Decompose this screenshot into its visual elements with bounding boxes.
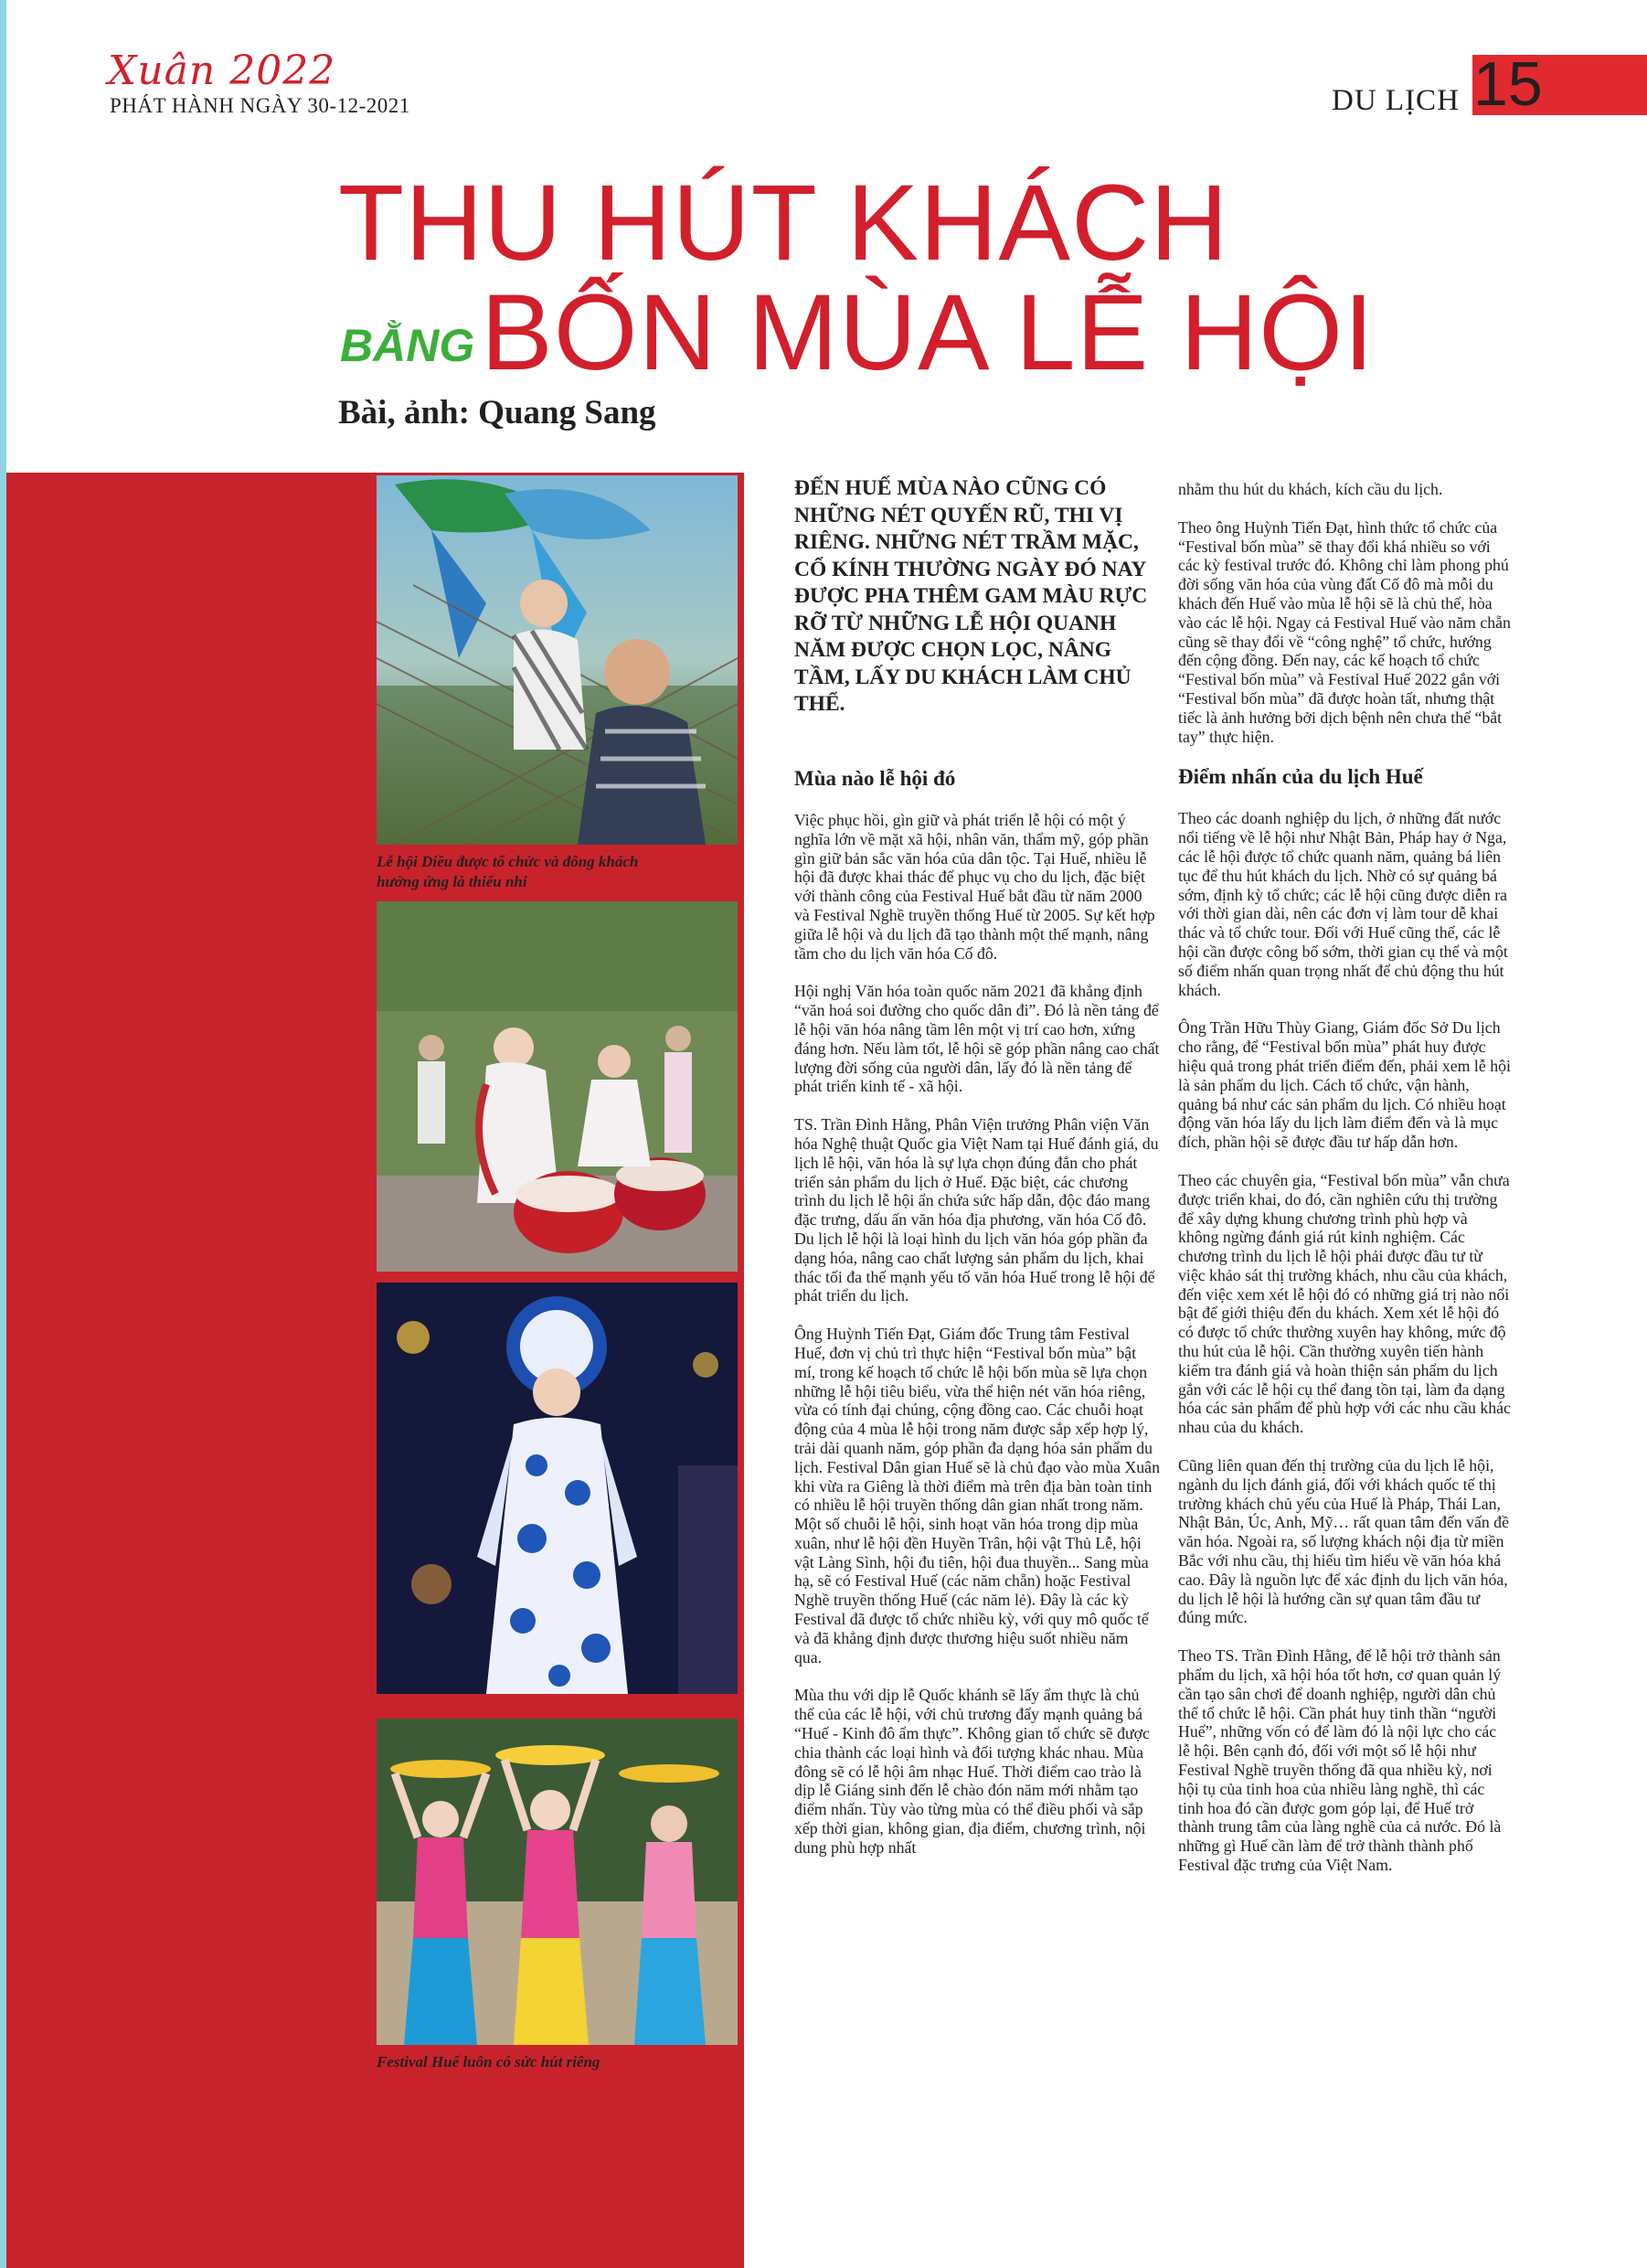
paragraph: Ông Trần Hữu Thùy Giang, Giám đốc Sở Du lịch cho rằng, để “Festival bốn mùa” phát huy được hiệu quả trong phát triển điểm đến, phải xem lễ hội là sản phẩm du lịch. Cách tổ chức, vận hành, quảng bá như các sản phẩm du lịch. Có nhiều hoạt động văn hóa lấy du lịch làm điểm đến và là mục đích, phần hội sẽ được đầu tư hấp dẫn hơn. — [1178, 1018, 1511, 1152]
photo-drum-performers — [377, 901, 738, 1272]
headline-line-2: BỐN MÙA LỄ HỘI — [481, 272, 1375, 393]
paragraph: Việc phục hồi, gìn giữ và phát triển lễ hội có một ý nghĩa lớn về mặt xã hội, nhân văn, thẩm mỹ, góp phần gìn giữ bản sắc văn hóa của dân tộc. Tại Huế, nhiều lễ hội đã được khai thác để phục vụ cho du lịch, đặc biệt với thành công của Festival Huế bắt đầu từ năm 2000 và Festival Nghề truyền thống Huế từ 2005. Sự kết hợp giữa lễ hội và du lịch đã tạo thành một thế mạnh, nâng tầm cho du lịch văn hóa Cố đô. — [794, 811, 1155, 963]
photo-ao-dai-model — [377, 1283, 738, 1694]
paragraph: Hội nghị Văn hóa toàn quốc năm 2021 đã khẳng định “văn hoá soi đường cho quốc dân đi”. Đó là nền tảng để lễ hội văn hóa nâng tầm lên một vị trí cao hơn, xứng đáng hơn. Nếu làm tốt, lễ hội sẽ góp phần nâng cao chất lượng đời sống của người dân, lấy đó là nền tảng để phát triển kinh tế - xã hội. — [794, 982, 1160, 1096]
headline-line-1: THU HÚT KHÁCH — [338, 163, 1229, 283]
article-column-1 — [794, 767, 1160, 1877]
photo-festival-hue — [377, 1719, 738, 2045]
paragraph: Mùa thu với dịp lễ Quốc khánh sẽ lấy ẩm thực là chủ thể của các lễ hội, với chủ trương đẩy mạnh quảng bá “Huế - Kinh đô ẩm thực”. Không gian tổ chức sẽ được chia thành các loại hình và đối tượng khác nhau. Mùa đông sẽ có lễ hội âm nhạc Huế. Thời điểm cao trào là dịp lễ Giáng sinh đến lễ chào đón năm mới nhằm tạo điểm nhấn. Tùy vào từng mùa có thể điều phối và sắp xếp thời gian, không gian, địa điểm, chương trình, nội dung phù hợp nhất — [794, 1686, 1150, 1857]
paragraph: Theo các doanh nghiệp du lịch, ở những đất nước nổi tiếng về lễ hội như Nhật Bản, Pháp hay ở Nga, các lễ hội được tổ chức quanh năm, quảng bá liên tục để thu hút khách du lịch. Nhờ có sự quảng bá sớm, định kỳ tổ chức; các lễ hội cũng được diễn ra với thời gian dài, nên các đơn vị làm tour dễ khai thác và tổ chức tour. Đối với Huế cũng thế, các lễ hội cần được công bố sớm, thời gian cụ thể và một số điểm nhấn quan trọng nhất để chủ động thu hút khách. — [1178, 809, 1508, 999]
issue-title: Xuân 2022 — [108, 48, 336, 94]
photo-kite-festival — [377, 475, 738, 845]
subheading-diem-nhan: Điểm nhấn của du lịch Huế — [1178, 765, 1423, 789]
caption-kite-festival: Lễ hội Diều được tổ chức và đông khách hưởng ứng là thiếu nhi — [377, 853, 639, 890]
paragraph: Theo TS. Trần Đình Hằng, để lễ hội trở thành sản phẩm du lịch, xã hội hóa tốt hơn, cơ quan quản lý cần tạo sân chơi để doanh nghiệp, người dân chủ thể tổ chức lễ hội. Cần phát huy tinh thần “người Huế”, những vốn có để làm đó là nội lực cho các lễ hội. Bên cạnh đó, đối với một số lễ hội như Festival Nghề truyền thống đã qua nhiều kỳ, nơi hội tụ của tinh hoa của nhiều làng nghề, thì các tinh hoa đó cần được gom góp lại, để Huế trở thành trung tâm của làng nghề của cả nước. Đó là những gì Huế cần làm để trở thành thành phố Festival đặc trưng của Việt Nam. — [1178, 1646, 1502, 1874]
section-label: DU LỊCH — [1332, 84, 1460, 117]
paragraph: Cũng liên quan đến thị trường của du lịch lễ hội, ngành du lịch đánh giá, đối với khách quốc tế thị trường khách chủ yếu của Huế là Pháp, Thái Lan, Nhật Bản, Úc, Anh, Mỹ… rất quan tâm đến vấn đề văn hóa. Ngoài ra, số lượng khách nội địa từ miền Bắc với nhu cầu, thị hiếu tìm hiểu về văn hóa khá cao. Đây là nguồn lực để xác định du lịch văn hóa, du lịch lễ hội là hướng cần sự quan tâm đầu tư đúng mức. — [1178, 1456, 1509, 1627]
caption-festival-hue: Festival Huế luôn có sức hút riêng — [377, 2053, 600, 2071]
byline: Bài, ảnh: Quang Sang — [338, 394, 656, 431]
page-edge-stripe — [0, 0, 6, 2268]
paragraph: nhằm thu hút du khách, kích cầu du lịch. — [1178, 480, 1443, 498]
subheading-mua-nao-le-hoi-do: Mùa nào lễ hội đó — [794, 767, 956, 790]
paragraph: Ông Huỳnh Tiến Đạt, Giám đốc Trung tâm Festival Huế, đơn vị chủ trì thực hiện “Festival bốn mùa” bật mí, trong kế hoạch tổ chức lễ hội bốn mùa sẽ lựa chọn những lễ hội tiêu biểu, vừa thể hiện nét văn hóa riêng, vừa có tính đại chúng, cộng đồng cao. Các chuỗi hoạt động của 4 mùa lễ hội trong năm được sắp xếp hợp lý, trải dài quanh năm, góp phần đa dạng hóa sản phẩm du lịch. Festival Dân gian Huế sẽ là chủ đạo vào mùa Xuân khi vừa ra Giêng là thời điểm mà trên địa bàn toàn tỉnh có nhiều lễ hội truyền thống dân gian nhất trong năm. Một số chuỗi lễ hội, sinh hoạt văn hóa trong dịp mùa xuân, như lễ hội đền Huyền Trân, hội vật Thủ Lễ, hội vật Làng Sình, hội đu tiên, hội đua thuyền... Sang mùa hạ, sẽ có Festival Huế (các năm chẵn) hoặc Festival Nghề truyền thống Huế (các năm lẻ). Đây là các kỳ Festival đã được tổ chức nhiều kỳ, với quy mô quốc tế và đã khẳng định được thương hiệu suốt nhiều năm qua. — [794, 1325, 1160, 1666]
paragraph: TS. Trần Đình Hằng, Phân Viện trưởng Phân viện Văn hóa Nghệ thuật Quốc gia Việt Nam tại Huế đánh giá, du lịch lễ hội, văn hóa là sự lựa chọn đúng đắn cho phát triển sản phẩm du lịch ở Huế. Đặc biệt, các chương trình du lịch lễ hội ẩn chứa sức hấp dẫn, độc đáo mang đặc trưng, dấu ấn văn hóa địa phương, văn hóa Cố đô. Du lịch lễ hội là loại hình du lịch văn hóa góp phần đa dạng hóa, nâng cao chất lượng sản phẩm du lịch, khai thác tối đa thế mạnh yếu tố văn hóa Huế trong lễ hội để phát triển du lịch. — [794, 1115, 1159, 1305]
article-column-2 — [1178, 480, 1512, 1894]
page-number: 15 — [1473, 49, 1543, 119]
paragraph: Theo các chuyên gia, “Festival bốn mùa” vẫn chưa được triển khai, do đó, cần nghiên cứu thị trường để xây dựng khung chương trình phù hợp và không ngừng đánh giá rút kinh nghiệm. Các chương trình du lịch lễ hội phải được đầu tư từ việc khảo sát thị trường khách, nhu cầu của khách, đến việc xem xét lễ hội đó có những giá trị nào nổi bật để giới thiệu đến du khách. Xem xét lễ hội đó có được tổ chức thường xuyên hay không, mức độ thu hút của lễ hội. Cần thường xuyên tiến hành kiểm tra đánh giá và hoàn thiện sản phẩm du lịch gắn với các lễ hội cụ thể đang tồn tại, làm đa dạng hóa các sản phẩm để phù hợp với các nhu cầu khác nhau của du khách. — [1178, 1170, 1511, 1437]
release-date: PHÁT HÀNH NGÀY 30-12-2021 — [110, 94, 410, 117]
paragraph: Theo ông Huỳnh Tiến Đạt, hình thức tổ chức của “Festival bốn mùa” sẽ thay đổi khá nhiều so với các kỳ festival trước đó. Không chỉ làm phong phú đời sống văn hóa của vùng đất Cố đô mà mỗi du khách đến Huế vào mùa lễ hội sẽ là chủ thể, hòa vào các lễ hội. Ngay cả Festival Huế vào năm chẵn cũng sẽ thay đổi về “công nghệ” tổ chức, hướng đến cộng đồng. Đến nay, các kế hoạch tổ chức “Festival bốn mùa” và Festival Huế 2022 gắn với “Festival bốn mùa” đã được hoàn tất, nhưng thật tiếc là ảnh hưởng bởi dịch bệnh nên chưa thể “bắt tay” thực hiện. — [1178, 517, 1511, 746]
lead-paragraph: ĐẾN HUẾ MÙA NÀO CŨNG CÓ NHỮNG NÉT QUYẾN RŨ, THI VỊ RIÊNG. NHỮNG NÉT TRẦM MẶC, CỔ KÍNH THƯỜNG NGÀY ĐÓ NAY ĐƯỢC PHA THÊM GAM MÀU RỰC RỠ TỪ NHỮNG LỄ HỘI QUANH NĂM ĐƯỢC CHỌN LỌC, NÂNG TẦM, LẤY DU KHÁCH LÀM CHỦ THỂ. — [794, 476, 1148, 716]
headline-connector: BẰNG — [340, 320, 475, 371]
